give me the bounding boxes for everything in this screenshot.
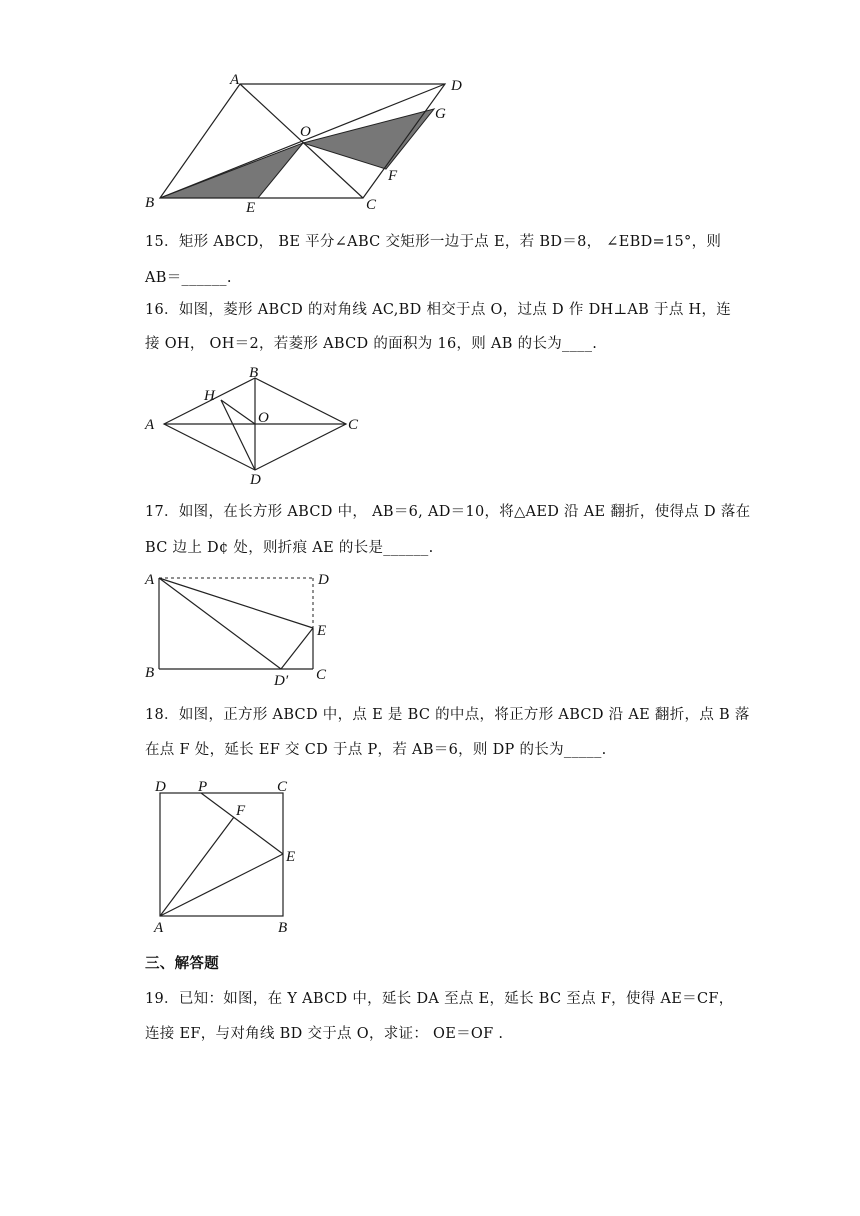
segment-ad-prime <box>159 578 281 669</box>
label-d: D <box>155 779 166 795</box>
label-d-prime: D′ <box>274 673 289 689</box>
label-e: E <box>286 849 296 865</box>
q17-line2: BC 边上 D¢ 处，则折痕 AE 的长是______. <box>145 540 434 556</box>
figure-q18 <box>140 772 330 937</box>
label-b: B <box>249 365 259 381</box>
q19-line1: 19．已知：如图，在 Y ABCD 中，延长 DA 至点 E，延长 BC 至点 F，使得 AE＝CF， <box>145 991 734 1007</box>
q15-line2: AB＝______. <box>145 270 232 286</box>
q18-line1: 18．如图，正方形 ABCD 中，点 E 是 BC 的中点，将正方形 ABCD 沿 AE 翻折，点 B 落 <box>145 707 750 723</box>
label-a: A <box>145 572 155 588</box>
segment-dh <box>221 400 255 470</box>
label-g: G <box>435 106 446 122</box>
label-e: E <box>246 200 256 216</box>
segment-ed-prime <box>281 628 313 669</box>
figure-q14 <box>140 72 470 216</box>
segment-ae <box>160 854 283 916</box>
figure-q17 <box>140 568 340 689</box>
q16-line2: 接 OH， OH＝2，若菱形 ABCD 的面积为 16，则 AB 的长为____. <box>145 336 598 352</box>
label-b: B <box>145 665 155 681</box>
section-title: 三、解答题 <box>145 955 219 972</box>
label-h: H <box>204 388 215 404</box>
square-abcd <box>160 793 283 916</box>
segment-af <box>160 817 234 916</box>
label-a: A <box>230 72 240 88</box>
fold-ae <box>159 578 313 628</box>
label-b: B <box>145 195 155 211</box>
label-b: B <box>278 920 288 936</box>
label-c: C <box>348 417 359 433</box>
label-c: C <box>277 779 288 795</box>
label-c: C <box>316 667 327 683</box>
label-a: A <box>154 920 164 936</box>
q17-line1: 17．如图，在长方形 ABCD 中， AB＝6, AD＝10，将△AED 沿 AE 翻折，使得点 D 落在 <box>145 504 751 520</box>
q16-line1: 16．如图，菱形 ABCD 的对角线 AC,BD 相交于点 O，过点 D 作 DH⊥AB 于点 H，连 <box>145 302 732 318</box>
label-d: D <box>318 572 329 588</box>
label-p: P <box>198 779 208 795</box>
label-o: O <box>258 410 269 426</box>
label-o: O <box>300 124 311 140</box>
label-d: D <box>451 78 462 94</box>
figure-q16 <box>140 362 370 488</box>
label-c: C <box>366 197 377 213</box>
segment-oh <box>221 400 255 424</box>
label-f: F <box>388 168 398 184</box>
q18-line2: 在点 F 处，延长 EF 交 CD 于点 P，若 AB＝6，则 DP 的长为_____. <box>145 742 607 758</box>
q15-line1: 15．矩形 ABCD， BE 平分∠ABC 交矩形一边于点 E，若 BD＝8， ∠EBD=15°，则 <box>145 234 722 250</box>
label-d: D <box>250 472 261 488</box>
q19-line2: 连接 EF，与对角线 BD 交于点 O，求证： OE＝OF . <box>145 1026 504 1042</box>
label-f: F <box>236 803 246 819</box>
label-a: A <box>145 417 155 433</box>
label-e: E <box>317 623 327 639</box>
